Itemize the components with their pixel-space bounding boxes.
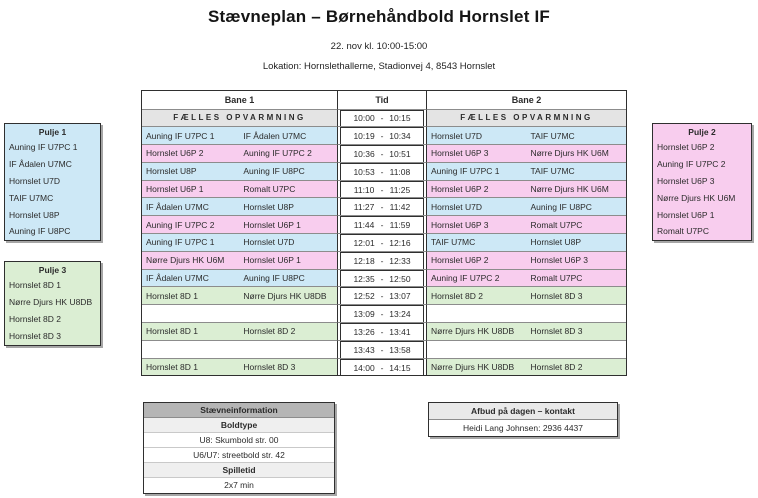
time-end: 11:42 (389, 202, 411, 213)
column-header-tid: Tid (375, 94, 389, 105)
bane2-away-team: Romalt U7PC (530, 273, 583, 284)
time-cell (337, 358, 427, 376)
bane1-home-team: Hornslet 8D 1 (146, 290, 198, 301)
time-dash: - (380, 255, 384, 266)
warmup-label-bane2: FÆLLES OPVARMNING (427, 109, 626, 127)
bane1-away-team: Auning IF U7PC 2 (243, 148, 312, 159)
time-dash: - (380, 166, 384, 177)
time-box (340, 305, 424, 322)
bane2-home-team: TAIF U7MC (431, 237, 476, 248)
bane1-home-team: Auning IF U7PC 1 (146, 237, 215, 248)
time-dash: - (380, 344, 384, 355)
bane1-match-cell (142, 304, 337, 322)
bane2-away-team: Hornslet U6P 3 (530, 255, 588, 266)
time-dash: - (380, 220, 384, 231)
pool-panel-2 (652, 123, 752, 241)
time-box (340, 127, 424, 144)
match-row (142, 340, 626, 358)
time-start: 12:35 (353, 273, 375, 284)
pool-team: Hornslet 8D 2 (9, 313, 61, 324)
bane2-away-team: Hornslet U8P (530, 237, 582, 248)
pool-team: TAIF U7MC (9, 192, 54, 203)
bane1-match-cell (142, 144, 337, 162)
bane2-away-team: Nørre Djurs HK U6M (530, 148, 609, 159)
bane1-match-cell (142, 251, 337, 269)
schedule-table (141, 90, 627, 376)
bane2-home-team: Hornslet U6P 2 (431, 184, 489, 195)
time-start: 12:01 (353, 237, 375, 248)
time-cell (337, 322, 427, 340)
match-row (142, 304, 626, 322)
time-dash: - (380, 113, 384, 124)
bane1-home-team: Hornslet U8P (146, 166, 197, 177)
time-end: 13:41 (389, 326, 411, 337)
time-cell (337, 162, 427, 180)
bane1-match-cell (142, 233, 337, 251)
time-cell (337, 144, 427, 162)
warmup-time-start: 10:00 (353, 113, 375, 124)
bane1-away-team: Hornslet U6P 1 (243, 255, 301, 266)
bane2-away-team: TAIF U7MC (530, 130, 575, 141)
bane2-match-cell (427, 251, 626, 269)
time-cell (337, 286, 427, 304)
bane2-home-team: Hornslet U7D (431, 130, 483, 141)
pool-team: IF Ådalen U7MC (9, 158, 72, 169)
bane1-match-cell (142, 358, 337, 376)
bane1-match-cell (142, 215, 337, 233)
pool-title: Pulje 1 (38, 127, 67, 137)
match-row (142, 180, 626, 198)
time-cell (337, 304, 427, 322)
contact-box-title: Afbud på dagen – kontakt (429, 403, 617, 420)
bane1-home-team: Hornslet 8D 1 (146, 362, 198, 373)
time-box (340, 252, 424, 269)
match-row (142, 358, 626, 376)
pool-panel-1 (4, 123, 101, 241)
time-box (340, 359, 424, 376)
match-row (142, 233, 626, 251)
time-start: 10:53 (353, 166, 375, 177)
bane1-away-team: Hornslet U6P 1 (243, 219, 301, 230)
bane2-home-team: Hornslet U6P 3 (431, 219, 489, 230)
time-dash: - (380, 202, 384, 213)
schedule-header-row (142, 91, 626, 109)
info-box-title: Stævneinformation (144, 403, 334, 418)
pool-team: Nørre Djurs HK U6M (657, 192, 736, 203)
time-dash: - (380, 362, 384, 373)
bane2-away-team: Auning IF U8PC (530, 201, 592, 212)
time-cell (337, 251, 427, 269)
time-cell (337, 233, 427, 251)
contact-line: Heidi Lang Johnsen: 2936 4437 (462, 422, 584, 433)
time-box (340, 181, 424, 198)
time-box (340, 323, 424, 340)
pool-panel-3 (4, 261, 101, 346)
pool-team: Hornslet 8D 3 (9, 330, 61, 341)
warmup-row (142, 109, 626, 127)
bane1-match-cell (142, 197, 337, 215)
bane1-match-cell (142, 180, 337, 198)
time-dash: - (380, 148, 384, 159)
time-dash: - (380, 184, 384, 195)
time-start: 12:52 (353, 291, 375, 302)
pool-team: Nørre Djurs HK U8DB (9, 296, 93, 307)
time-end: 13:07 (389, 291, 411, 302)
time-end: 10:34 (389, 131, 411, 142)
time-box (340, 234, 424, 251)
time-start: 10:36 (353, 148, 375, 159)
time-start: 13:09 (353, 309, 375, 320)
bane1-match-cell (142, 162, 337, 180)
pool-team: Hornslet U7D (9, 175, 61, 186)
time-box (340, 287, 424, 304)
time-start: 10:19 (353, 131, 375, 142)
time-end: 11:25 (389, 184, 411, 195)
time-box (340, 270, 424, 287)
bane1-home-team: Auning IF U7PC 1 (146, 130, 215, 141)
schedule-body (142, 126, 626, 375)
pool-team: Romalt U7PC (657, 226, 709, 237)
bane2-home-team: Nørre Djurs HK U8DB (431, 326, 515, 337)
match-row (142, 162, 626, 180)
info-line: 2x7 min (224, 480, 254, 490)
bane2-home-team: Hornslet U6P 2 (431, 255, 489, 266)
bane1-match-cell (142, 286, 337, 304)
bane2-match-cell (427, 269, 626, 287)
warmup-time-end: 10:15 (389, 113, 411, 124)
time-cell (337, 269, 427, 287)
bane2-home-team: Nørre Djurs HK U8DB (431, 362, 515, 373)
match-row (142, 144, 626, 162)
bane2-match-cell (427, 215, 626, 233)
bane1-home-team: Hornslet U6P 1 (146, 184, 204, 195)
bane2-match-cell (427, 197, 626, 215)
match-row (142, 197, 626, 215)
column-header-bane2: Bane 2 (427, 91, 626, 109)
bane2-match-cell (427, 233, 626, 251)
bane2-match-cell (427, 340, 626, 358)
time-box (340, 163, 424, 180)
match-row (142, 286, 626, 304)
time-end: 11:59 (389, 220, 411, 231)
time-start: 12:18 (353, 255, 375, 266)
page-title: Stævneplan – Børnehåndbold Hornslet IF (208, 7, 550, 26)
bane2-away-team: TAIF U7MC (530, 166, 575, 177)
time-dash: - (380, 309, 384, 320)
bane1-match-cell (142, 126, 337, 144)
time-cell (337, 340, 427, 358)
pool-team: Hornslet U6P 3 (657, 175, 715, 186)
bane2-home-team: Hornslet U7D (431, 201, 483, 212)
bane1-home-team: Hornslet U6P 2 (146, 148, 204, 159)
bane1-home-team: IF Ådalen U7MC (146, 201, 209, 212)
time-dash: - (380, 131, 384, 142)
bane1-away-team: Hornslet U7D (243, 237, 295, 248)
bane2-match-cell (427, 144, 626, 162)
info-line: U8: Skumbold str. 00 (144, 433, 334, 448)
time-end: 10:51 (389, 148, 411, 159)
event-location: Lokation: Hornslethallerne, Stadionvej 4, 8543 Hornslet (262, 61, 496, 72)
match-row (142, 269, 626, 287)
bane1-away-team: Auning IF U8PC (243, 166, 305, 177)
bane2-match-cell (427, 162, 626, 180)
bane1-away-team: IF Ådalen U7MC (243, 130, 307, 141)
pool-title: Pulje 2 (688, 127, 716, 137)
match-row (142, 126, 626, 144)
bane2-home-team: Hornslet 8D 2 (431, 290, 483, 301)
bane1-match-cell (142, 322, 337, 340)
warmup-label-bane1: FÆLLES OPVARMNING (142, 109, 337, 127)
bane2-home-team: Hornslet U6P 3 (431, 148, 489, 159)
pool-team: Auning IF U8PC (9, 226, 71, 237)
bane1-away-team: Nørre Djurs HK U8DB (243, 290, 327, 301)
contact-box (428, 402, 618, 437)
bane1-away-team: Auning IF U8PC (243, 273, 305, 284)
time-end: 12:33 (389, 255, 411, 266)
pool-team: Hornslet U6P 2 (657, 142, 715, 152)
time-cell (337, 126, 427, 144)
time-end: 13:24 (389, 309, 411, 320)
bane2-home-team: Auning IF U7PC 2 (431, 273, 500, 284)
time-start: 11:44 (353, 220, 375, 231)
bane2-match-cell (427, 180, 626, 198)
time-box (340, 341, 424, 358)
column-header-tid-cell (337, 91, 427, 109)
bane2-match-cell (427, 126, 626, 144)
pool-team: Auning IF U7PC 1 (9, 142, 78, 152)
time-box (340, 145, 424, 162)
time-start: 14:00 (353, 362, 375, 373)
bane1-match-cell (142, 269, 337, 287)
time-end: 12:16 (389, 237, 411, 248)
time-cell (337, 197, 427, 215)
time-box (340, 198, 424, 215)
pool-team: Hornslet U6P 1 (657, 209, 715, 220)
warmup-time-cell (337, 109, 427, 127)
bane1-home-team: IF Ådalen U7MC (146, 273, 209, 284)
column-header-bane1: Bane 1 (142, 91, 337, 109)
bane1-home-team: Hornslet 8D 1 (146, 326, 198, 337)
time-start: 11:27 (353, 202, 375, 213)
time-end: 14:15 (389, 362, 411, 373)
bane2-away-team: Hornslet 8D 3 (530, 290, 583, 301)
time-dash: - (380, 291, 384, 302)
match-row (142, 251, 626, 269)
time-start: 13:43 (353, 344, 375, 355)
bane2-away-team: Hornslet 8D 2 (530, 362, 583, 373)
bane1-home-team: Auning IF U7PC 2 (146, 219, 215, 230)
bane1-away-team: Hornslet 8D 3 (243, 362, 296, 373)
time-end: 12:50 (389, 273, 411, 284)
time-start: 13:26 (353, 326, 375, 337)
bane2-match-cell (427, 358, 626, 376)
pool-team: Hornslet U8P (9, 209, 60, 220)
time-box (340, 216, 424, 233)
time-cell (337, 215, 427, 233)
time-end: 11:08 (389, 166, 411, 177)
bane2-away-team: Romalt U7PC (530, 219, 583, 230)
bane1-away-team: Hornslet 8D 2 (243, 326, 296, 337)
bane2-away-team: Hornslet 8D 3 (530, 326, 583, 337)
time-dash: - (380, 326, 384, 337)
bane2-match-cell (427, 322, 626, 340)
time-dash: - (380, 273, 384, 284)
time-end: 13:58 (389, 344, 411, 355)
info-section-heading: Spilletid (144, 463, 334, 478)
match-row (142, 322, 626, 340)
bane1-away-team: Hornslet U8P (243, 201, 294, 212)
info-line: U6/U7: streetbold str. 42 (144, 448, 334, 463)
time-start: 11:10 (353, 184, 375, 195)
bane2-match-cell (427, 304, 626, 322)
pool-team: Auning IF U7PC 2 (657, 158, 726, 169)
bane1-home-team: Nørre Djurs HK U6M (146, 255, 225, 266)
tournament-info-box (143, 402, 335, 494)
bane1-match-cell (142, 340, 337, 358)
match-row (142, 215, 626, 233)
pool-team: Hornslet 8D 1 (9, 280, 61, 290)
bane1-away-team: Romalt U7PC (243, 184, 296, 195)
bane2-match-cell (427, 286, 626, 304)
info-section-heading: Boldtype (144, 418, 334, 433)
event-datetime: 22. nov kl. 10:00-15:00 (330, 41, 428, 52)
bane2-away-team: Nørre Djurs HK U6M (530, 184, 609, 195)
time-cell (337, 180, 427, 198)
pool-title: Pulje 3 (38, 265, 67, 275)
time-dash: - (380, 237, 384, 248)
bane2-home-team: Auning IF U7PC 1 (431, 166, 500, 177)
